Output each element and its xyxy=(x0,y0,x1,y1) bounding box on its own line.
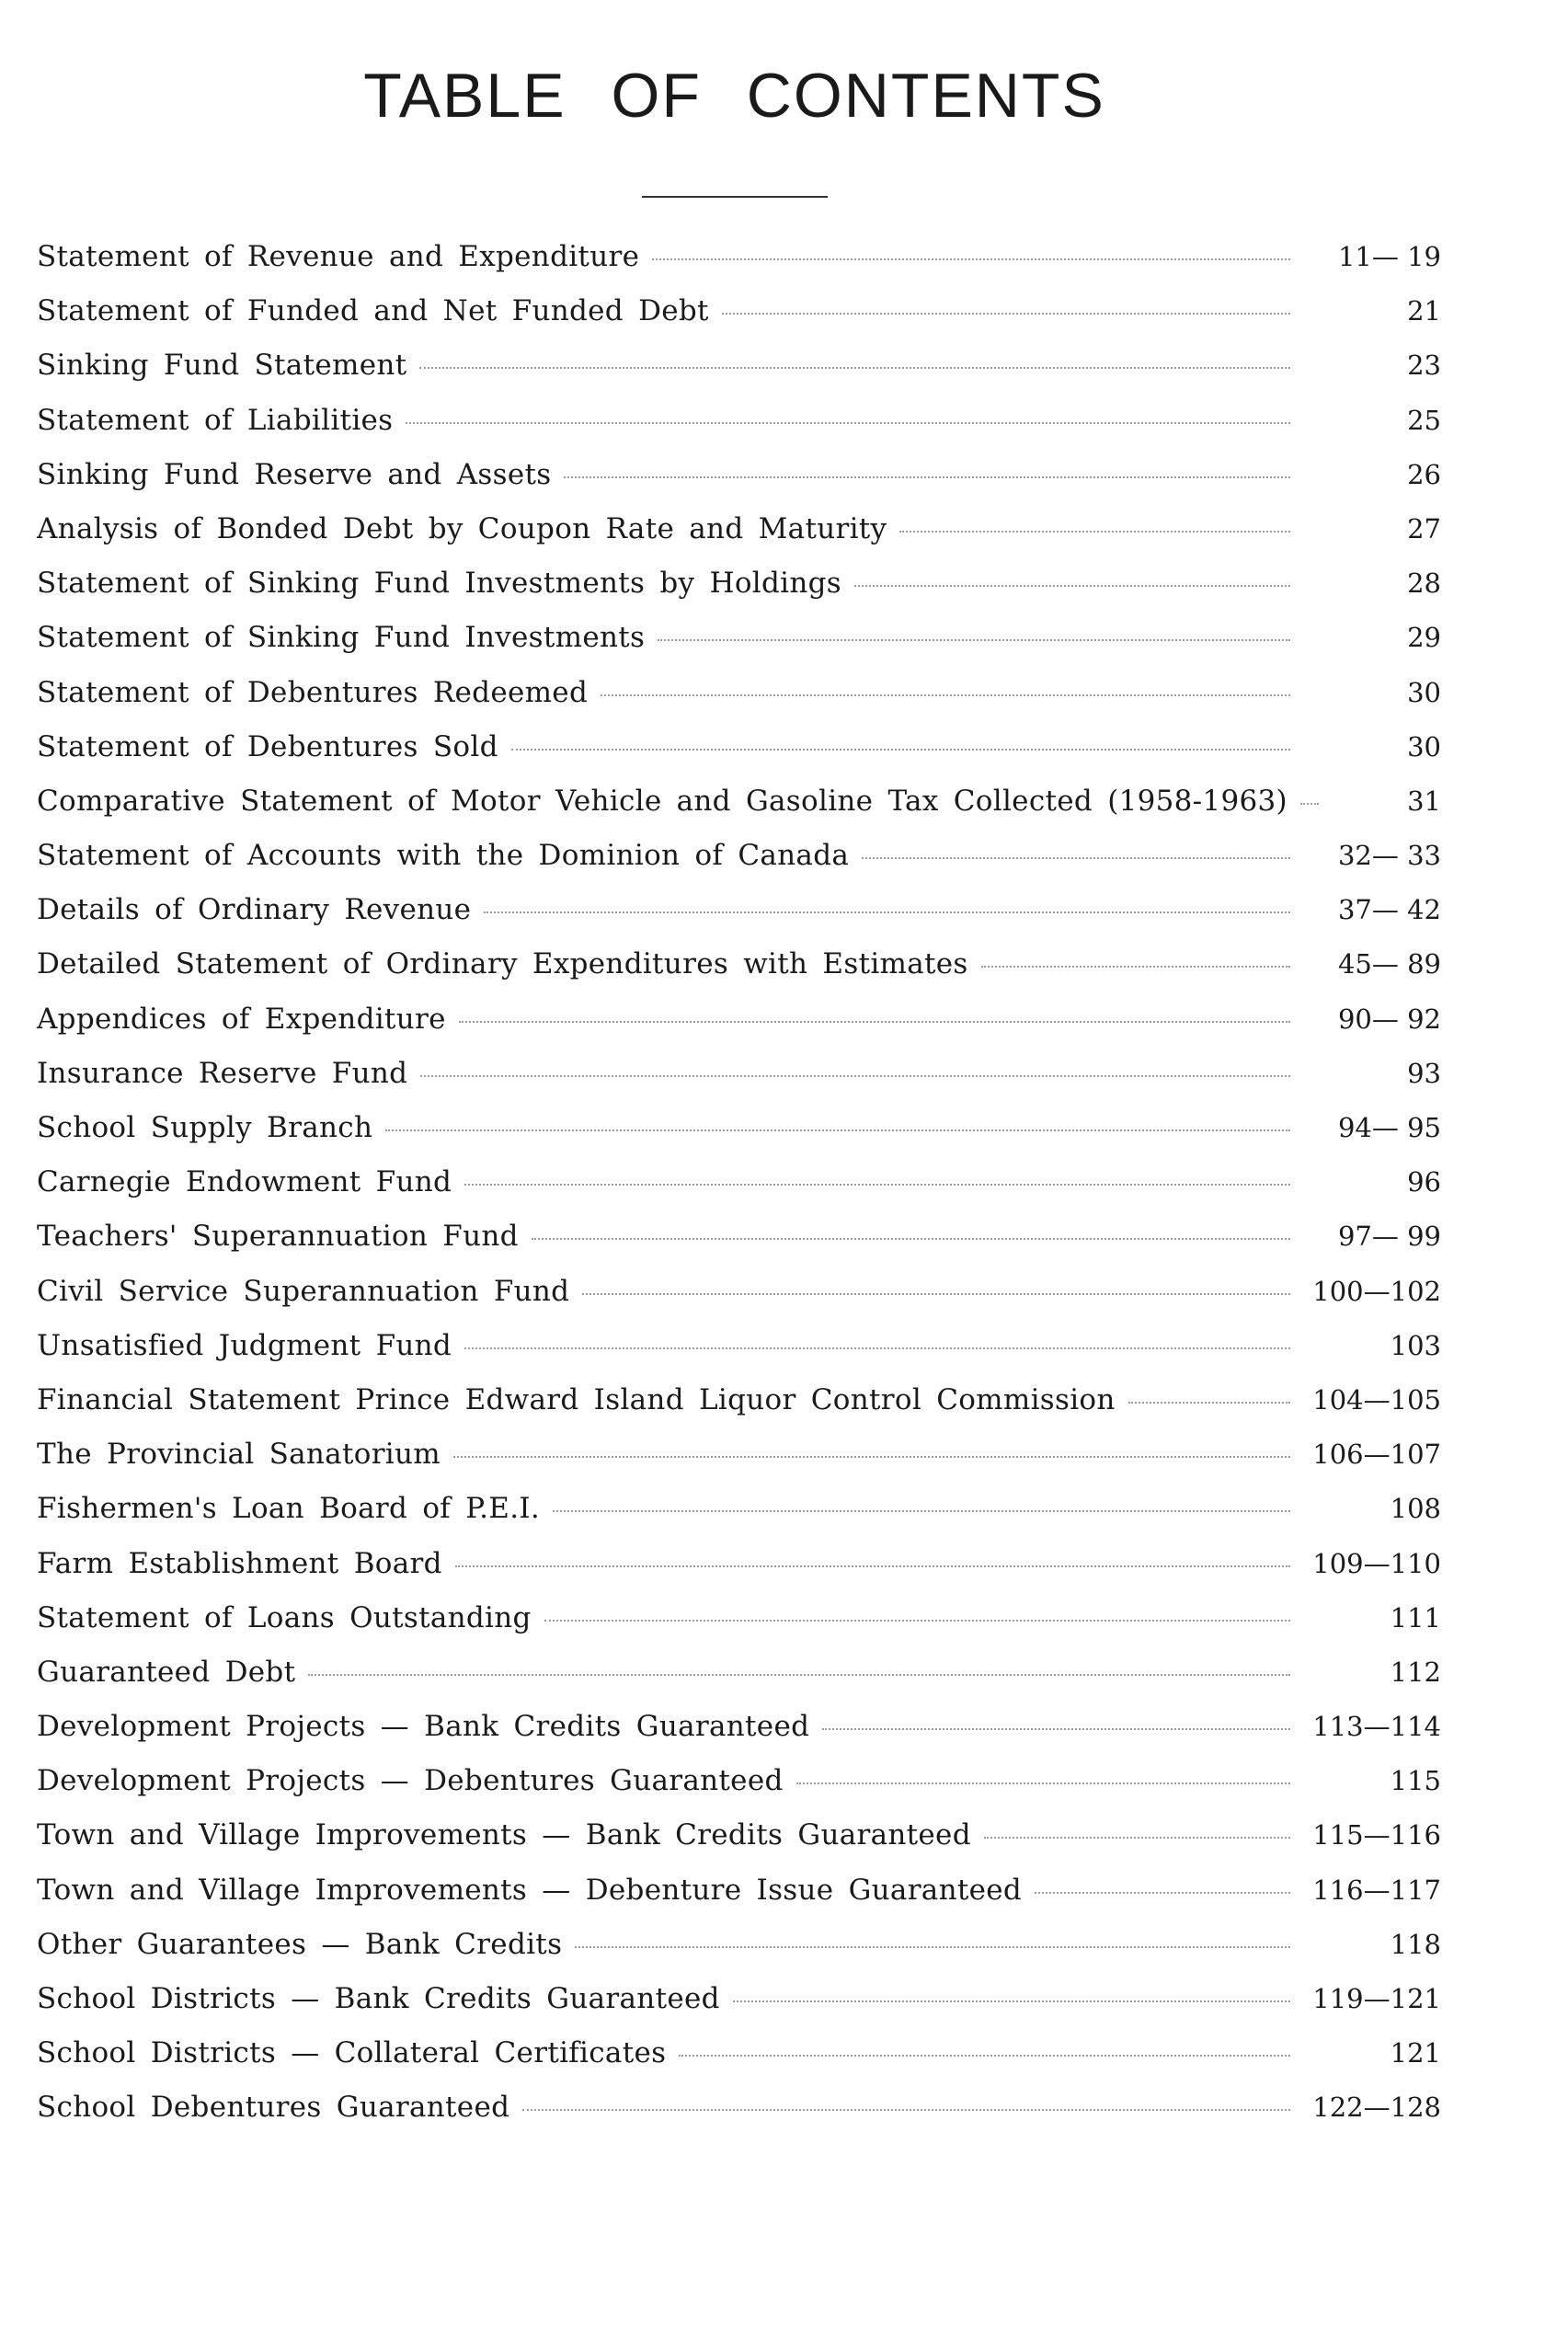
toc-entry-pages: 37— 42 xyxy=(1337,894,1441,926)
toc-entry-label: Analysis of Bonded Debt by Coupon Rate and Maturity xyxy=(37,511,887,545)
toc-entry-label: Unsatisfied Judgment Fund xyxy=(37,1328,452,1362)
toc-entry xyxy=(37,1215,1441,1269)
toc-entry-pages: 25 xyxy=(1407,404,1441,436)
toc-dot-leader xyxy=(1300,803,1319,805)
toc-dot-leader xyxy=(796,1783,1290,1784)
toc-dot-leader xyxy=(464,1347,1290,1349)
toc-entry-pages: 115 xyxy=(1390,1765,1441,1797)
toc-entry-pages: 29 xyxy=(1407,622,1441,654)
toc-entry-label: Development Projects — Bank Credits Guaranteed xyxy=(37,1710,810,1744)
toc-entry xyxy=(37,1161,1441,1215)
toc-entry xyxy=(37,616,1441,671)
toc-dot-leader xyxy=(511,749,1290,751)
toc-entry xyxy=(37,562,1441,616)
toc-dot-leader xyxy=(385,1129,1290,1131)
toc-entry-label: Financial Statement Prince Edward Island Liquor Control Commission xyxy=(37,1382,1116,1416)
toc-entry xyxy=(37,1324,1441,1379)
toc-entry xyxy=(37,399,1441,453)
toc-entry xyxy=(37,1651,1441,1705)
toc-entry-pages: 119—121 xyxy=(1312,1983,1441,2014)
toc-entry xyxy=(37,1433,1441,1487)
toc-dot-leader xyxy=(722,313,1290,315)
toc-entry-pages: 31 xyxy=(1407,785,1441,817)
toc-entry-label: Civil Service Superannuation Fund xyxy=(37,1274,570,1308)
toc-entry-label: Statement of Revenue and Expenditure xyxy=(37,240,640,273)
toc-entry-pages: 104—105 xyxy=(1312,1383,1441,1416)
toc-dot-leader xyxy=(455,1565,1290,1567)
toc-dot-leader xyxy=(981,966,1290,968)
toc-entry xyxy=(37,780,1441,834)
toc-dot-leader xyxy=(406,422,1290,424)
toc-entry-pages: 30 xyxy=(1407,730,1441,762)
toc-entry-label: Statement of Debentures Redeemed xyxy=(37,675,589,709)
toc-dot-leader xyxy=(484,911,1290,913)
toc-entry-pages: 28 xyxy=(1407,567,1441,600)
toc-dot-leader xyxy=(553,1510,1290,1512)
toc-entry-pages: 113—114 xyxy=(1312,1711,1441,1743)
toc-entry-label: School Debentures Guaranteed xyxy=(37,2091,510,2125)
toc-dot-leader xyxy=(862,857,1290,859)
toc-entry-pages: 106—107 xyxy=(1312,1439,1441,1471)
toc-entry-pages: 108 xyxy=(1390,1493,1441,1525)
toc-entry-pages: 96 xyxy=(1407,1166,1441,1198)
toc-entry-pages: 26 xyxy=(1407,458,1441,490)
toc-dot-leader xyxy=(822,1728,1290,1730)
toc-entry-pages: 122—128 xyxy=(1312,2092,1441,2124)
toc-entry xyxy=(37,671,1441,726)
toc-dot-leader xyxy=(575,1946,1290,1948)
toc-dot-leader xyxy=(733,2000,1290,2002)
toc-dot-leader xyxy=(464,1184,1290,1186)
toc-entry-pages: 93 xyxy=(1407,1057,1441,1089)
toc-entry xyxy=(37,453,1441,508)
toc-dot-leader xyxy=(522,2109,1290,2111)
toc-dot-leader xyxy=(854,585,1290,587)
toc-entry-label: Statement of Liabilities xyxy=(37,403,394,437)
toc-entry-pages: 118 xyxy=(1390,1928,1441,1960)
toc-entry-pages: 90— 92 xyxy=(1337,1003,1441,1035)
toc-entry-pages: 103 xyxy=(1390,1329,1441,1361)
toc-dot-leader xyxy=(1035,1892,1290,1894)
toc-dot-leader xyxy=(984,1837,1290,1839)
toc-entry xyxy=(37,1270,1441,1324)
toc-entry xyxy=(37,1760,1441,1814)
toc-entry xyxy=(37,943,1441,997)
toc-entry xyxy=(37,1379,1441,1433)
title-divider xyxy=(642,196,828,198)
toc-entry xyxy=(37,235,1441,290)
toc-entry-pages: 115—116 xyxy=(1312,1819,1441,1851)
toc-entry xyxy=(37,834,1441,888)
toc-entry xyxy=(37,2086,1441,2140)
toc-entry-label: Statement of Sinking Fund Investments xyxy=(37,621,646,655)
toc-entry-pages: 94— 95 xyxy=(1337,1112,1441,1143)
toc-dot-leader xyxy=(564,476,1290,478)
toc-entry-label: Details of Ordinary Revenue xyxy=(37,893,472,927)
toc-dot-leader xyxy=(1128,1402,1290,1404)
toc-entry xyxy=(37,1052,1441,1106)
toc-entry xyxy=(37,1542,1441,1597)
toc-entry-label: School Districts — Bank Credits Guaranteed xyxy=(37,1982,720,2015)
toc-dot-leader xyxy=(582,1293,1290,1295)
toc-dot-leader xyxy=(658,639,1290,641)
toc-entry-pages: 27 xyxy=(1407,512,1441,545)
toc-dot-leader xyxy=(459,1021,1290,1023)
toc-entry-label: Farm Establishment Board xyxy=(37,1546,442,1580)
toc-entry-pages: 111 xyxy=(1390,1601,1441,1634)
toc-entry-label: Insurance Reserve Fund xyxy=(37,1056,408,1090)
page-title: TABLE OF CONTENTS xyxy=(363,61,1105,131)
toc-dot-leader xyxy=(532,1238,1290,1240)
toc-entry xyxy=(37,1705,1441,1760)
toc-entry-pages: 32— 33 xyxy=(1337,840,1441,872)
toc-entry-label: Teachers' Superannuation Fund xyxy=(37,1220,519,1254)
toc-entry xyxy=(37,344,1441,398)
toc-entry-label: Comparative Statement of Motor Vehicle and Gasoline Tax Collected (1958-1963) xyxy=(37,784,1288,818)
toc-entry-pages: 30 xyxy=(1407,676,1441,708)
toc-entry-label: Carnegie Endowment Fund xyxy=(37,1165,452,1199)
table-of-contents xyxy=(37,235,1441,2141)
toc-entry-label: Appendices of Expenditure xyxy=(37,1002,446,1036)
toc-entry xyxy=(37,888,1441,943)
toc-entry-pages: 21 xyxy=(1407,295,1441,327)
toc-dot-leader xyxy=(544,1620,1290,1622)
toc-entry-pages: 23 xyxy=(1407,350,1441,382)
toc-entry-label: Fishermen's Loan Board of P.E.I. xyxy=(37,1492,541,1526)
toc-entry-label: Statement of Loans Outstanding xyxy=(37,1600,532,1634)
toc-entry xyxy=(37,726,1441,780)
toc-dot-leader xyxy=(601,694,1290,696)
toc-entry xyxy=(37,290,1441,344)
toc-entry-pages: 109—110 xyxy=(1312,1547,1441,1579)
toc-entry-label: Statement of Debentures Sold xyxy=(37,729,498,763)
toc-entry-label: Sinking Fund Reserve and Assets xyxy=(37,457,552,491)
toc-entry xyxy=(37,1869,1441,1923)
toc-entry-label: Statement of Accounts with the Dominion of Canada xyxy=(37,839,850,873)
toc-dot-leader xyxy=(420,1075,1290,1077)
toc-entry-label: Town and Village Improvements — Bank Credits Guaranteed xyxy=(37,1818,971,1852)
toc-entry-pages: 45— 89 xyxy=(1337,948,1441,980)
toc-entry-label: Sinking Fund Statement xyxy=(37,349,407,383)
toc-entry-label: School Supply Branch xyxy=(37,1111,373,1144)
toc-entry-pages: 121 xyxy=(1390,2037,1441,2069)
toc-dot-leader xyxy=(652,258,1290,260)
toc-entry xyxy=(37,2032,1441,2086)
toc-dot-leader xyxy=(899,531,1290,533)
toc-entry xyxy=(37,1977,1441,2032)
toc-entry-label: Detailed Statement of Ordinary Expenditures with Estimates xyxy=(37,947,968,981)
toc-entry-pages: 97— 99 xyxy=(1337,1221,1441,1253)
toc-entry-label: Guaranteed Debt xyxy=(37,1655,296,1689)
toc-dot-leader xyxy=(308,1674,1290,1676)
toc-entry xyxy=(37,508,1441,562)
toc-entry-pages: 11— 19 xyxy=(1337,241,1441,272)
toc-entry-label: School Districts — Collateral Certificates xyxy=(37,2036,667,2070)
toc-entry-pages: 112 xyxy=(1390,1656,1441,1688)
toc-entry xyxy=(37,1106,1441,1161)
toc-entry xyxy=(37,1597,1441,1651)
toc-entry-label: Other Guarantees — Bank Credits xyxy=(37,1927,563,1961)
toc-entry-label: The Provincial Sanatorium xyxy=(37,1438,441,1472)
toc-entry-pages: 100—102 xyxy=(1312,1275,1441,1307)
toc-entry-label: Development Projects — Debentures Guaranteed xyxy=(37,1764,784,1798)
toc-entry-label: Statement of Funded and Net Funded Debt xyxy=(37,294,709,328)
toc-entry-label: Town and Village Improvements — Debenture Issue Guaranteed xyxy=(37,1873,1023,1907)
toc-dot-leader xyxy=(419,367,1290,369)
toc-entry xyxy=(37,998,1441,1052)
toc-entry xyxy=(37,1923,1441,1977)
toc-dot-leader xyxy=(453,1456,1290,1458)
toc-dot-leader xyxy=(679,2055,1290,2057)
toc-entry-label: Statement of Sinking Fund Investments by Holdings xyxy=(37,567,841,601)
toc-entry xyxy=(37,1814,1441,1868)
toc-entry-pages: 116—117 xyxy=(1312,1874,1441,1906)
toc-entry xyxy=(37,1487,1441,1542)
